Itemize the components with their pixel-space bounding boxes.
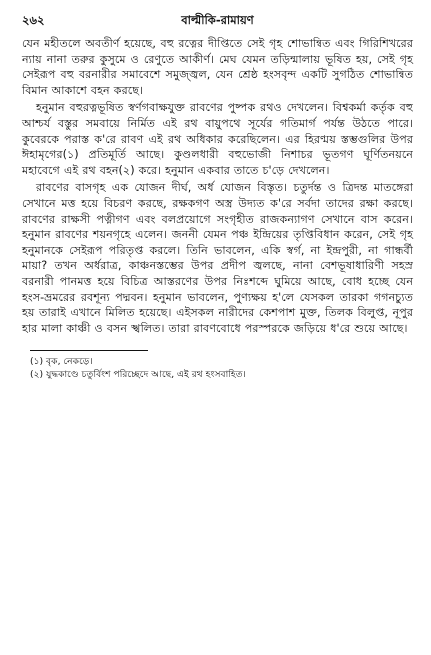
body-text: [22, 36, 413, 336]
page-number: ২৬২: [22, 13, 45, 27]
paragraph-1: যেন মহীতলে অবতীর্ণ হয়েছে, বহু রত্নের দীপ্তিতে সেই গৃহ শোভান্বিত এবং গিরিশিখরের ন্যায় নানা তরুর কুসুমে ও রেণুতে আকীর্ণ। মেঘ যেমন তড়িন্মালায় ভূষিত হয়, সেই গৃহ সেইরূপ বহু বরনারীর সমাবেশে সমুজ্জ্বল, যেন শ্রেষ্ঠ হংসবৃন্দ একটি সুগঠিত শোভান্বিত বিমান আকাশে বহন করছে।: [22, 37, 413, 97]
footnotes: [30, 355, 413, 381]
running-title: বাল্মীকি-রামায়ণ: [181, 13, 254, 27]
footnote-divider: [30, 350, 148, 351]
paragraph-3: রাবণের বাসগৃহ এক যোজন দীর্ঘ, অর্ধ যোজন বিস্তৃত। চতুর্দন্ত ও ত্রিদন্ত মাতঙ্গেরা সেখানে মত্ত হয়ে বিচরণ করছে, রক্ষকগণ অস্ত্র উদ্যত ক'রে সর্বদা তাদের রক্ষা করছে। রাবণের রাক্ষসী পত্নীগণ এবং বলপ্রয়োগে সংগৃহীত রাজকন্যাগণ সেখানে বাস করেন। হনুমান রাবণের শয়নগৃহে এলেন। জননী যেমন পঞ্চ ইন্দ্রিয়ের তৃপ্তিবিধান করেন, সেই গৃহ হনুমানকে সেইরূপ পরিতৃপ্ত করলে। তিনি ভাবলেন, একি স্বর্গ, না ইন্দ্রপুরী, না গান্ধর্বী মায়া? তখন অর্ধরাত্র, কাঞ্চনস্তম্ভের উপর প্রদীপ জ্বলছে, নানা বেশভূষাধারিণী সহস্র বরনারী পানমত্ত হয়ে বিচিত্র আস্তরণের উপর নিঃশব্দে ঘুমিয়ে আছে, বোধ হচ্ছে যেন হংস-ভ্রমরের রবশূন্য পদ্মবন। হনুমান ভাবলেন, পুণ্যক্ষয় হ'লে যেসকল তারকা গগনচ্যুত হয় তারাই এখানে মিলিত হয়েছে। এইসকল নারীদের কেশপাশ মুক্ত, তিলক বিলুপ্ত, নূপুর হার মালা কাঞ্চী ও বসন স্খলিত। তারা রাবণবোধে পরস্পরকে জড়িয়ে ধ'রে শুয়ে আছে।: [22, 181, 413, 335]
paragraph-2: হনুমান বহুরত্নভূষিত স্বর্ণগবাক্ষযুক্ত রাবণের পুষ্পক রথও দেখলেন। বিশ্বকর্মা কর্তৃক বহু আশ্চর্য বস্তুর সমবায়ে নির্মিত এই রথ বায়ুপথে সূর্যের গতিমার্গ পর্যন্ত উঠতে পারে। কুবেরকে পরাস্ত ক'রে রাবণ এই রথ অধিকার করেছিলেন। এর হিরণ্ময় স্তম্ভগুলির উপর ঈহামৃগের(১) প্রতিমূর্তি আছে। কুণ্ডলধারী বহুভোজী নিশাচর ভূতগণ ঘূর্ণিতনয়নে মহাবেগে এই রথ বহন(২) করে। হনুমান একবার তাতে চ'ড়ে দেখলেন।: [22, 101, 413, 177]
footnote-1: (১) বৃক, নেকড়ে।: [30, 356, 93, 368]
page-header: [22, 10, 413, 28]
footnote-2: (২) যুদ্ধকাণ্ডে চতুর্বিংশ পরিচ্ছেদে আছে, এই রথ হংসবাহিত।: [30, 369, 246, 381]
